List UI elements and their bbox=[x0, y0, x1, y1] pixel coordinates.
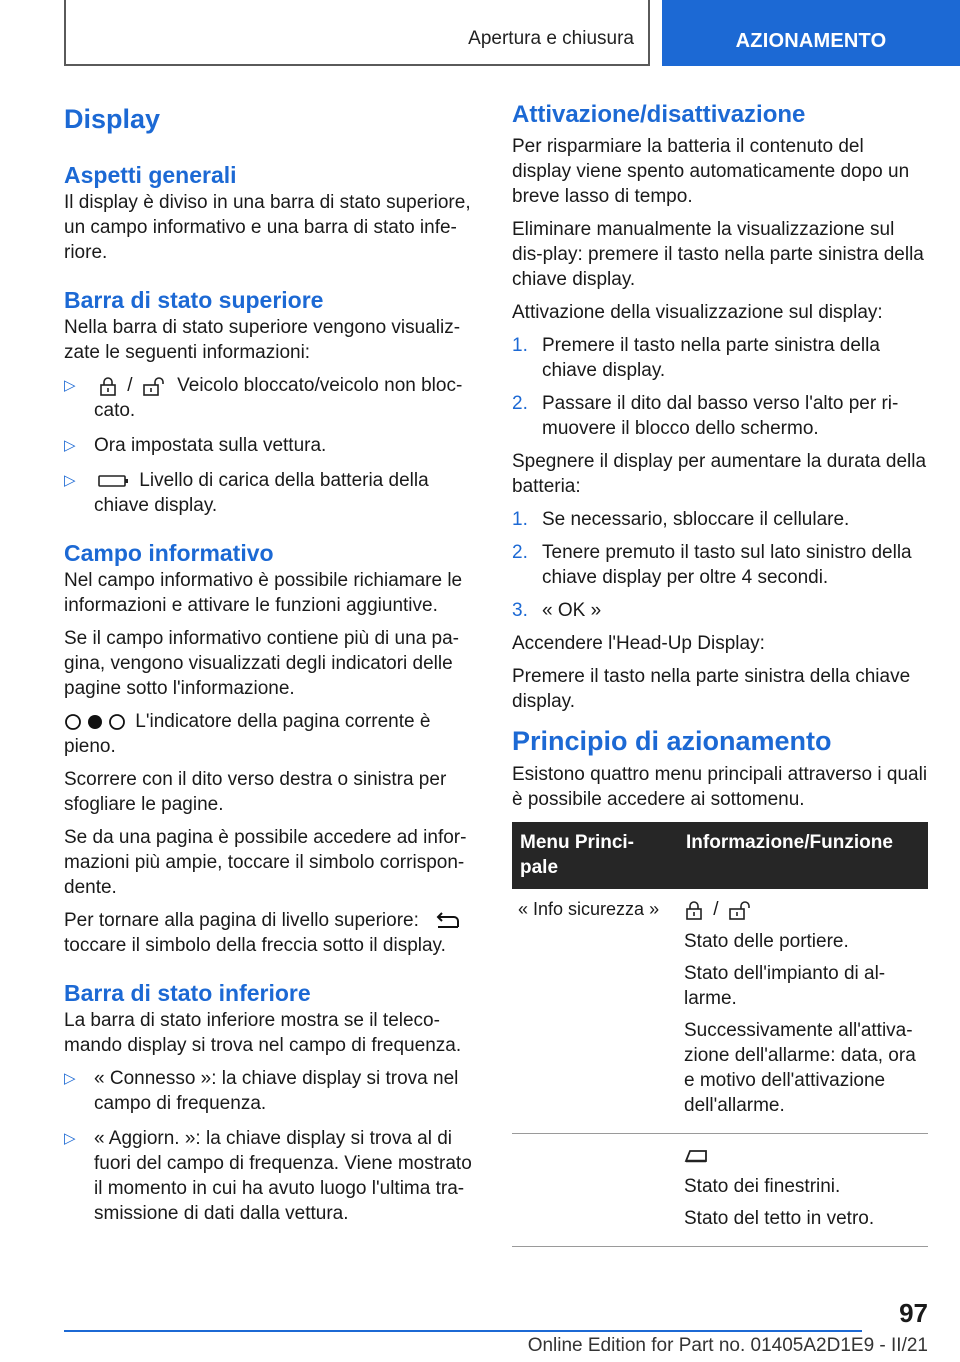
section-general bbox=[64, 160, 480, 265]
triangle-bullet-icon: ▷ bbox=[64, 472, 76, 489]
table-line: Stato dei finestrini. bbox=[684, 1176, 841, 1197]
icon-separator: / bbox=[127, 375, 133, 396]
page-indicator-dots-icon bbox=[64, 713, 126, 731]
section-info-field bbox=[64, 538, 480, 958]
table-header-row bbox=[512, 822, 928, 889]
heading-info-field: Campo informativo bbox=[64, 540, 274, 566]
list-item bbox=[64, 373, 480, 423]
step-number: 2. bbox=[512, 542, 528, 563]
heading-activation: Attivazione/disattivazione bbox=[512, 101, 806, 128]
activation-p6: Premere il tasto nella parte sinistra della chiave display. bbox=[512, 666, 911, 712]
triangle-bullet-icon: ▷ bbox=[64, 1070, 76, 1087]
heading-principle: Principio di azionamento bbox=[512, 726, 832, 756]
step-number: 2. bbox=[512, 393, 528, 414]
step-text: Passare il dito dal basso verso l'alto per ri-muovere il blocco dello schermo. bbox=[542, 393, 899, 439]
triangle-bullet-icon: ▷ bbox=[64, 1130, 76, 1147]
table-row bbox=[512, 889, 928, 1134]
list-item-text: « Aggiorn. »: la chiave display si trova al di fuori del campo di frequenza. Viene mostrato il momento in cui ha avuto luogo l'ultima tra-smissione di dati dalla vettura. bbox=[94, 1128, 472, 1224]
list-item-text: « Connesso »: la chiave display si trova nel campo di frequenza. bbox=[94, 1068, 459, 1114]
header-section-box bbox=[64, 0, 650, 66]
table-cell-menu-empty bbox=[512, 1134, 678, 1247]
section-top-status-bar bbox=[64, 285, 480, 518]
window-icon bbox=[684, 1145, 708, 1165]
table-icons-line bbox=[684, 897, 922, 922]
menu-table bbox=[512, 822, 928, 1247]
info-field-p2: Se il campo informativo contiene più di una pa-gina, vengono visualizzati degli indicatori delle pagine sotto l'informazione. bbox=[64, 628, 460, 699]
list-item-text: Livello di carica della batteria della chiave display. bbox=[94, 470, 429, 516]
info-field-p4: Scorrere con il dito verso destra o sinistra per sfogliare le pagine. bbox=[64, 769, 447, 815]
table-icons-line bbox=[684, 1142, 922, 1167]
list-item bbox=[64, 468, 480, 518]
activation-p2: Eliminare manualmente la visualizzazione sul dis-play: premere il tasto nella parte sinistra della chiave display. bbox=[512, 219, 924, 290]
page-title: Display bbox=[64, 104, 161, 134]
activation-p1: Per risparmiare la batteria il contenuto del display viene spento automaticamente dopo un breve lasso di tempo. bbox=[512, 136, 910, 207]
list-item bbox=[64, 1066, 480, 1116]
icon-separator: / bbox=[713, 899, 719, 920]
step-text: « OK » bbox=[542, 600, 602, 621]
section-bottom-status-bar bbox=[64, 978, 480, 1226]
list-item bbox=[64, 1126, 480, 1226]
step-item bbox=[512, 540, 928, 590]
page-number: 97 bbox=[899, 1298, 928, 1328]
bottom-bar-list bbox=[64, 1066, 480, 1226]
table-header-menu: Menu Princi-pale bbox=[512, 822, 678, 889]
list-item-text: Veicolo bloccato/veicolo non bloc-cato. bbox=[94, 375, 463, 421]
activation-steps-on bbox=[512, 333, 928, 441]
table-line: Stato del tetto in vetro. bbox=[684, 1208, 875, 1229]
list-item-text: Ora impostata sulla vettura. bbox=[94, 435, 327, 456]
table-header-function: Informazione/Funzione bbox=[678, 822, 928, 889]
principle-text: Esistono quattro menu principali attraverso i quali è possibile accedere ai sottomenu. bbox=[512, 764, 928, 810]
step-item bbox=[512, 507, 928, 532]
step-item bbox=[512, 333, 928, 383]
step-text: Se necessario, sbloccare il cellulare. bbox=[542, 509, 850, 530]
header-section-title: Apertura e chiusura bbox=[468, 28, 634, 49]
lock-open-icon bbox=[142, 376, 168, 396]
right-column bbox=[512, 100, 928, 1247]
table-line: Stato delle portiere. bbox=[684, 931, 849, 952]
lock-open-icon bbox=[728, 900, 754, 920]
table-cell-function bbox=[678, 889, 928, 1134]
activation-p4: Spegnere il display per aumentare la durata della batteria: bbox=[512, 451, 927, 497]
info-field-p6a: Per tornare alla pagina di livello superiore: bbox=[64, 910, 419, 931]
info-field-p3-wrap bbox=[64, 709, 480, 759]
battery-icon bbox=[98, 473, 130, 489]
heading-bottom-status-bar: Barra di stato inferiore bbox=[64, 980, 311, 1006]
left-column bbox=[64, 100, 480, 1246]
footer-divider bbox=[64, 1330, 862, 1332]
table-cell-function bbox=[678, 1134, 928, 1247]
table-cell-menu: « Info sicurezza » bbox=[518, 899, 660, 919]
heading-general: Aspetti generali bbox=[64, 162, 237, 188]
general-text: Il display è diviso in una barra di stato superiore, un campo informativo e una barra di stato infe-riore. bbox=[64, 192, 471, 263]
step-number: 1. bbox=[512, 335, 528, 356]
table-line: Successivamente all'attiva-zione dell'allarme: data, ora e motivo dell'attivazione dell'allarme. bbox=[684, 1020, 916, 1116]
step-number: 3. bbox=[512, 600, 528, 621]
info-field-p6b: toccare il simbolo della freccia sotto il display. bbox=[64, 935, 446, 956]
triangle-bullet-icon: ▷ bbox=[64, 377, 76, 394]
lock-closed-icon bbox=[98, 376, 118, 396]
step-text: Premere il tasto nella parte sinistra della chiave display. bbox=[542, 335, 880, 381]
info-field-p6-wrap bbox=[64, 908, 480, 958]
step-text: Tenere premuto il tasto sul lato sinistro della chiave display per oltre 4 secondi. bbox=[542, 542, 912, 588]
bottom-bar-intro: La barra di stato inferiore mostra se il teleco-mando display si trova nel campo di frequenza. bbox=[64, 1010, 462, 1056]
triangle-bullet-icon: ▷ bbox=[64, 437, 76, 454]
table-row bbox=[512, 1134, 928, 1247]
activation-p5: Accendere l'Head-Up Display: bbox=[512, 633, 765, 654]
top-bar-list bbox=[64, 373, 480, 518]
step-number: 1. bbox=[512, 509, 528, 530]
footer-edition: Online Edition for Part no. 01405A2D1E9 - II/21 bbox=[527, 1335, 928, 1356]
activation-steps-off bbox=[512, 507, 928, 623]
header-chapter-tab[interactable]: AZIONAMENTO bbox=[662, 0, 960, 66]
step-item bbox=[512, 598, 928, 623]
heading-top-status-bar: Barra di stato superiore bbox=[64, 287, 324, 313]
info-field-p3: L'indicatore della pagina corrente è pieno. bbox=[64, 711, 431, 757]
return-arrow-icon bbox=[434, 911, 462, 931]
table-line: Stato dell'impianto di al-larme. bbox=[684, 963, 886, 1009]
top-bar-intro: Nella barra di stato superiore vengono visualiz-zate le seguenti informazioni: bbox=[64, 317, 461, 363]
activation-p3: Attivazione della visualizzazione sul display: bbox=[512, 302, 883, 323]
info-field-p1: Nel campo informativo è possibile richiamare le informazioni e attivare le funzioni aggiuntive. bbox=[64, 570, 463, 616]
info-field-p5: Se da una pagina è possibile accedere ad infor-mazioni più ampie, toccare il simbolo corrispon-dente. bbox=[64, 827, 467, 898]
list-item bbox=[64, 433, 480, 458]
lock-closed-icon bbox=[684, 900, 704, 920]
step-item bbox=[512, 391, 928, 441]
